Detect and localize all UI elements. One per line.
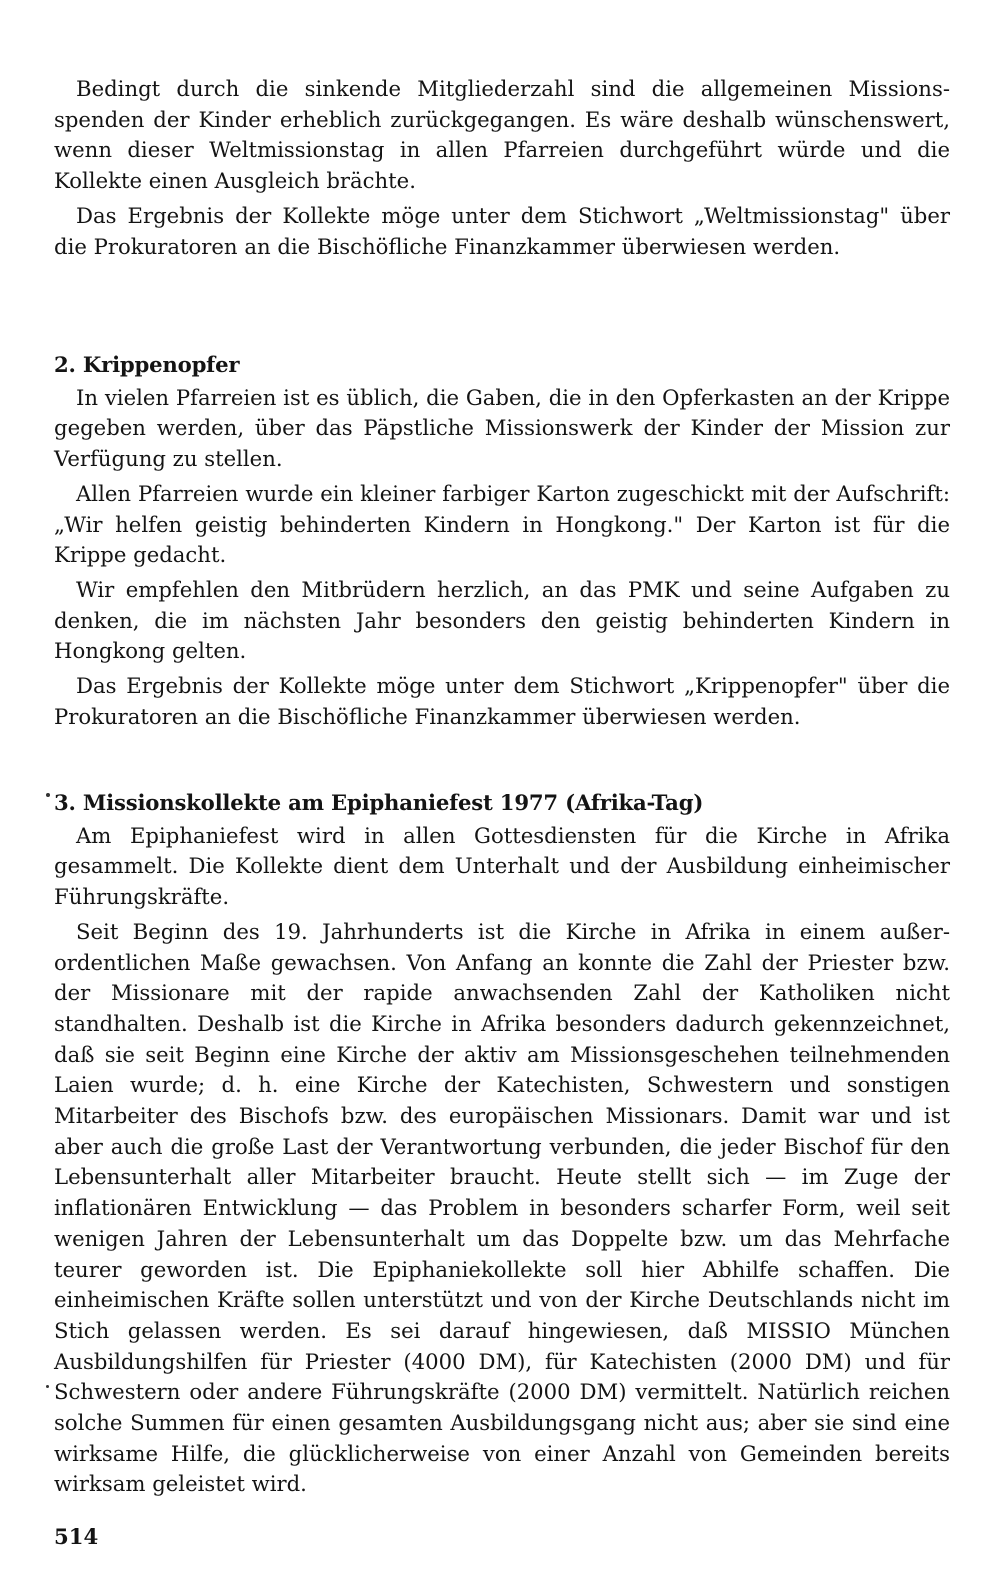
intro-paragraph-2: Das Ergebnis der Kollekte möge unter dem Stichwort „Weltmissionstag" über die Prokuratoren an die Bischöfliche Finanzkammer überwiesen werden.: [54, 202, 950, 259]
krippenopfer-paragraph-4: Das Ergebnis der Kollekte möge unter dem Stichwort „Krippenopfer" über die Prokuratoren an die Bischöfliche Finanzkammer überwiesen werden.: [54, 673, 950, 729]
margin-mark: [46, 793, 50, 797]
section-heading-krippenopfer: 2. Krippenopfer: [54, 352, 240, 377]
intro-section: [54, 74, 950, 262]
krippenopfer-paragraph-1: In vielen Pfarreien ist es üblich, die Gaben, die in den Opferkasten an der Krippe gegeben werden, über das Päpstliche Missionswerk der Kinder der Mission zur Verfügung zu stellen.: [54, 384, 950, 472]
epiphanie-paragraph-1: Am Epiphaniefest wird in allen Gottesdiensten für die Kirche in Afrika gesammelt. Die Kollekte dient dem Unterhalt und der Ausbildung einheimischer Führungskräfte.: [54, 822, 950, 910]
section-krippenopfer: [54, 350, 950, 732]
section-heading-epiphanie: 3. Missionskollekte am Epiphaniefest 1977 (Afrika-Tag): [54, 790, 704, 815]
krippenopfer-paragraph-2: Allen Pfarreien wurde ein kleiner farbiger Karton zugeschickt mit der Aufschrift: „Wir helfen geistig behinderten Kindern in Hongkong." Der Karton ist für die Krippe gedacht.: [54, 480, 950, 568]
section-epiphanie: [54, 788, 950, 1500]
krippenopfer-paragraph-3: Wir empfehlen den Mitbrüdern herzlich, an das PMK und seine Aufgaben zu denken, die im nächsten Jahr besonders den geistig behinderten Kindern in Hongkong gelten.: [54, 576, 950, 664]
margin-mark: [46, 1385, 49, 1388]
page-number: 514: [54, 1524, 99, 1549]
intro-paragraph-1: Bedingt durch die sinkende Mitgliederzahl sind die allgemeinen Missionsspenden der Kinder erheblich zurückgegangen. Es wäre deshalb wünschenswert, wenn dieser Weltmissionstag in allen Pfarreien durchgeführt würde und die Kollekte einen Ausgleich brächte.: [54, 76, 950, 194]
epiphanie-paragraph-2: Seit Beginn des 19. Jahrhunderts ist die Kirche in Afrika in einem außerordentlichen Maße gewachsen. Von Anfang an konnte die Zahl der Priester bzw. der Missionare mit der rapide anwachsenden Zahl der Katholiken nicht standhalten. Deshalb ist die Kirche in Afrika besonders dadurch gekennzeichnet, daß sie seit Beginn eine Kirche der aktiv am Missionsgeschehen teilnehmenden Laien wurde; d. h. eine Kirche der Katechisten, Schwestern und sonstigen Mitarbeiter des Bischofs bzw. des europäischen Missionars. Damit war und ist aber auch die große Last der Verantwortung verbunden, die jeder Bischof für den Lebensunterhalt aller Mitarbeiter braucht. Heute stellt sich — im Zuge der inflationären Entwicklung — das Problem in besonders scharfer Form, weil seit wenigen Jahren der Lebensunterhalt um das Doppelte bzw. um das Mehrfache teurer geworden ist. Die Epiphaniekollekte soll hier Abhilfe schaffen. Die einheimischen Kräfte sollen unterstützt und von der Kirche Deutschlands nicht im Stich gelassen werden. Es sei darauf hingewiesen, daß MISSIO München Ausbildungshilfen für Priester (4000 DM), für Katechisten (2000 DM) und für Schwestern oder andere Führungskräfte (2000 DM) vermittelt. Natürlich reichen solche Summen für einen gesamten Ausbildungsgang nicht aus; aber sie sind eine wirksame Hilfe, die glücklicherweise von einer Anzahl von Gemeinden bereits wirksam geleistet wird.: [54, 918, 950, 1497]
